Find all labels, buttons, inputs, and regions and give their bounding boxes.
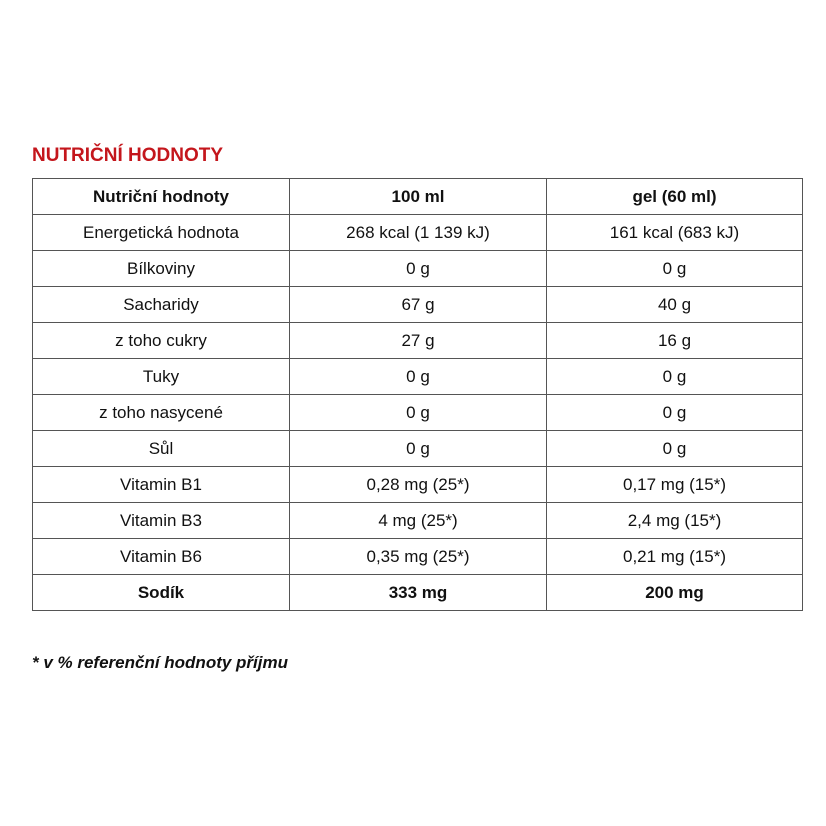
table-row: [33, 539, 803, 575]
nutrient-name: Vitamin B1: [33, 467, 290, 503]
table-row: [33, 503, 803, 539]
value-per-100ml: 0 g: [290, 359, 547, 395]
value-per-100ml: 333 mg: [290, 575, 547, 611]
table-header-row: [33, 179, 803, 215]
value-per-gel: 200 mg: [547, 575, 803, 611]
value-per-gel: 161 kcal (683 kJ): [547, 215, 803, 251]
value-per-100ml: 0,35 mg (25*): [290, 539, 547, 575]
value-per-gel: 0 g: [547, 395, 803, 431]
table-row: [33, 251, 803, 287]
table-row: [33, 395, 803, 431]
value-per-gel: 0 g: [547, 359, 803, 395]
value-per-100ml: 0,28 mg (25*): [290, 467, 547, 503]
value-per-gel: 0,17 mg (15*): [547, 467, 803, 503]
nutrient-name: Sůl: [33, 431, 290, 467]
value-per-gel: 16 g: [547, 323, 803, 359]
table-row: [33, 287, 803, 323]
nutrient-name: Energetická hodnota: [33, 215, 290, 251]
table-row: [33, 431, 803, 467]
column-header-per-100ml: 100 ml: [290, 179, 547, 215]
nutrient-name: Sodík: [33, 575, 290, 611]
column-header-nutrient: Nutriční hodnoty: [33, 179, 290, 215]
nutrient-name: Bílkoviny: [33, 251, 290, 287]
nutrient-name: z toho cukry: [33, 323, 290, 359]
table-row: [33, 215, 803, 251]
value-per-100ml: 0 g: [290, 251, 547, 287]
value-per-gel: 2,4 mg (15*): [547, 503, 803, 539]
nutrient-name: z toho nasycené: [33, 395, 290, 431]
column-header-per-gel: gel (60 ml): [547, 179, 803, 215]
value-per-gel: 40 g: [547, 287, 803, 323]
table-row: [33, 467, 803, 503]
nutrient-name: Tuky: [33, 359, 290, 395]
value-per-100ml: 27 g: [290, 323, 547, 359]
value-per-gel: 0 g: [547, 251, 803, 287]
nutrient-name: Sacharidy: [33, 287, 290, 323]
value-per-100ml: 268 kcal (1 139 kJ): [290, 215, 547, 251]
value-per-100ml: 0 g: [290, 395, 547, 431]
table-row: [33, 323, 803, 359]
value-per-gel: 0 g: [547, 431, 803, 467]
nutrient-name: Vitamin B3: [33, 503, 290, 539]
page-title: NUTRIČNÍ HODNOTY: [32, 145, 224, 166]
value-per-gel: 0,21 mg (15*): [547, 539, 803, 575]
nutrition-table: [32, 178, 803, 611]
value-per-100ml: 67 g: [290, 287, 547, 323]
footnote: * v % referenční hodnoty příjmu: [32, 653, 288, 672]
value-per-100ml: 0 g: [290, 431, 547, 467]
table-row-sodium: [33, 575, 803, 611]
table-row: [33, 359, 803, 395]
nutrient-name: Vitamin B6: [33, 539, 290, 575]
value-per-100ml: 4 mg (25*): [290, 503, 547, 539]
